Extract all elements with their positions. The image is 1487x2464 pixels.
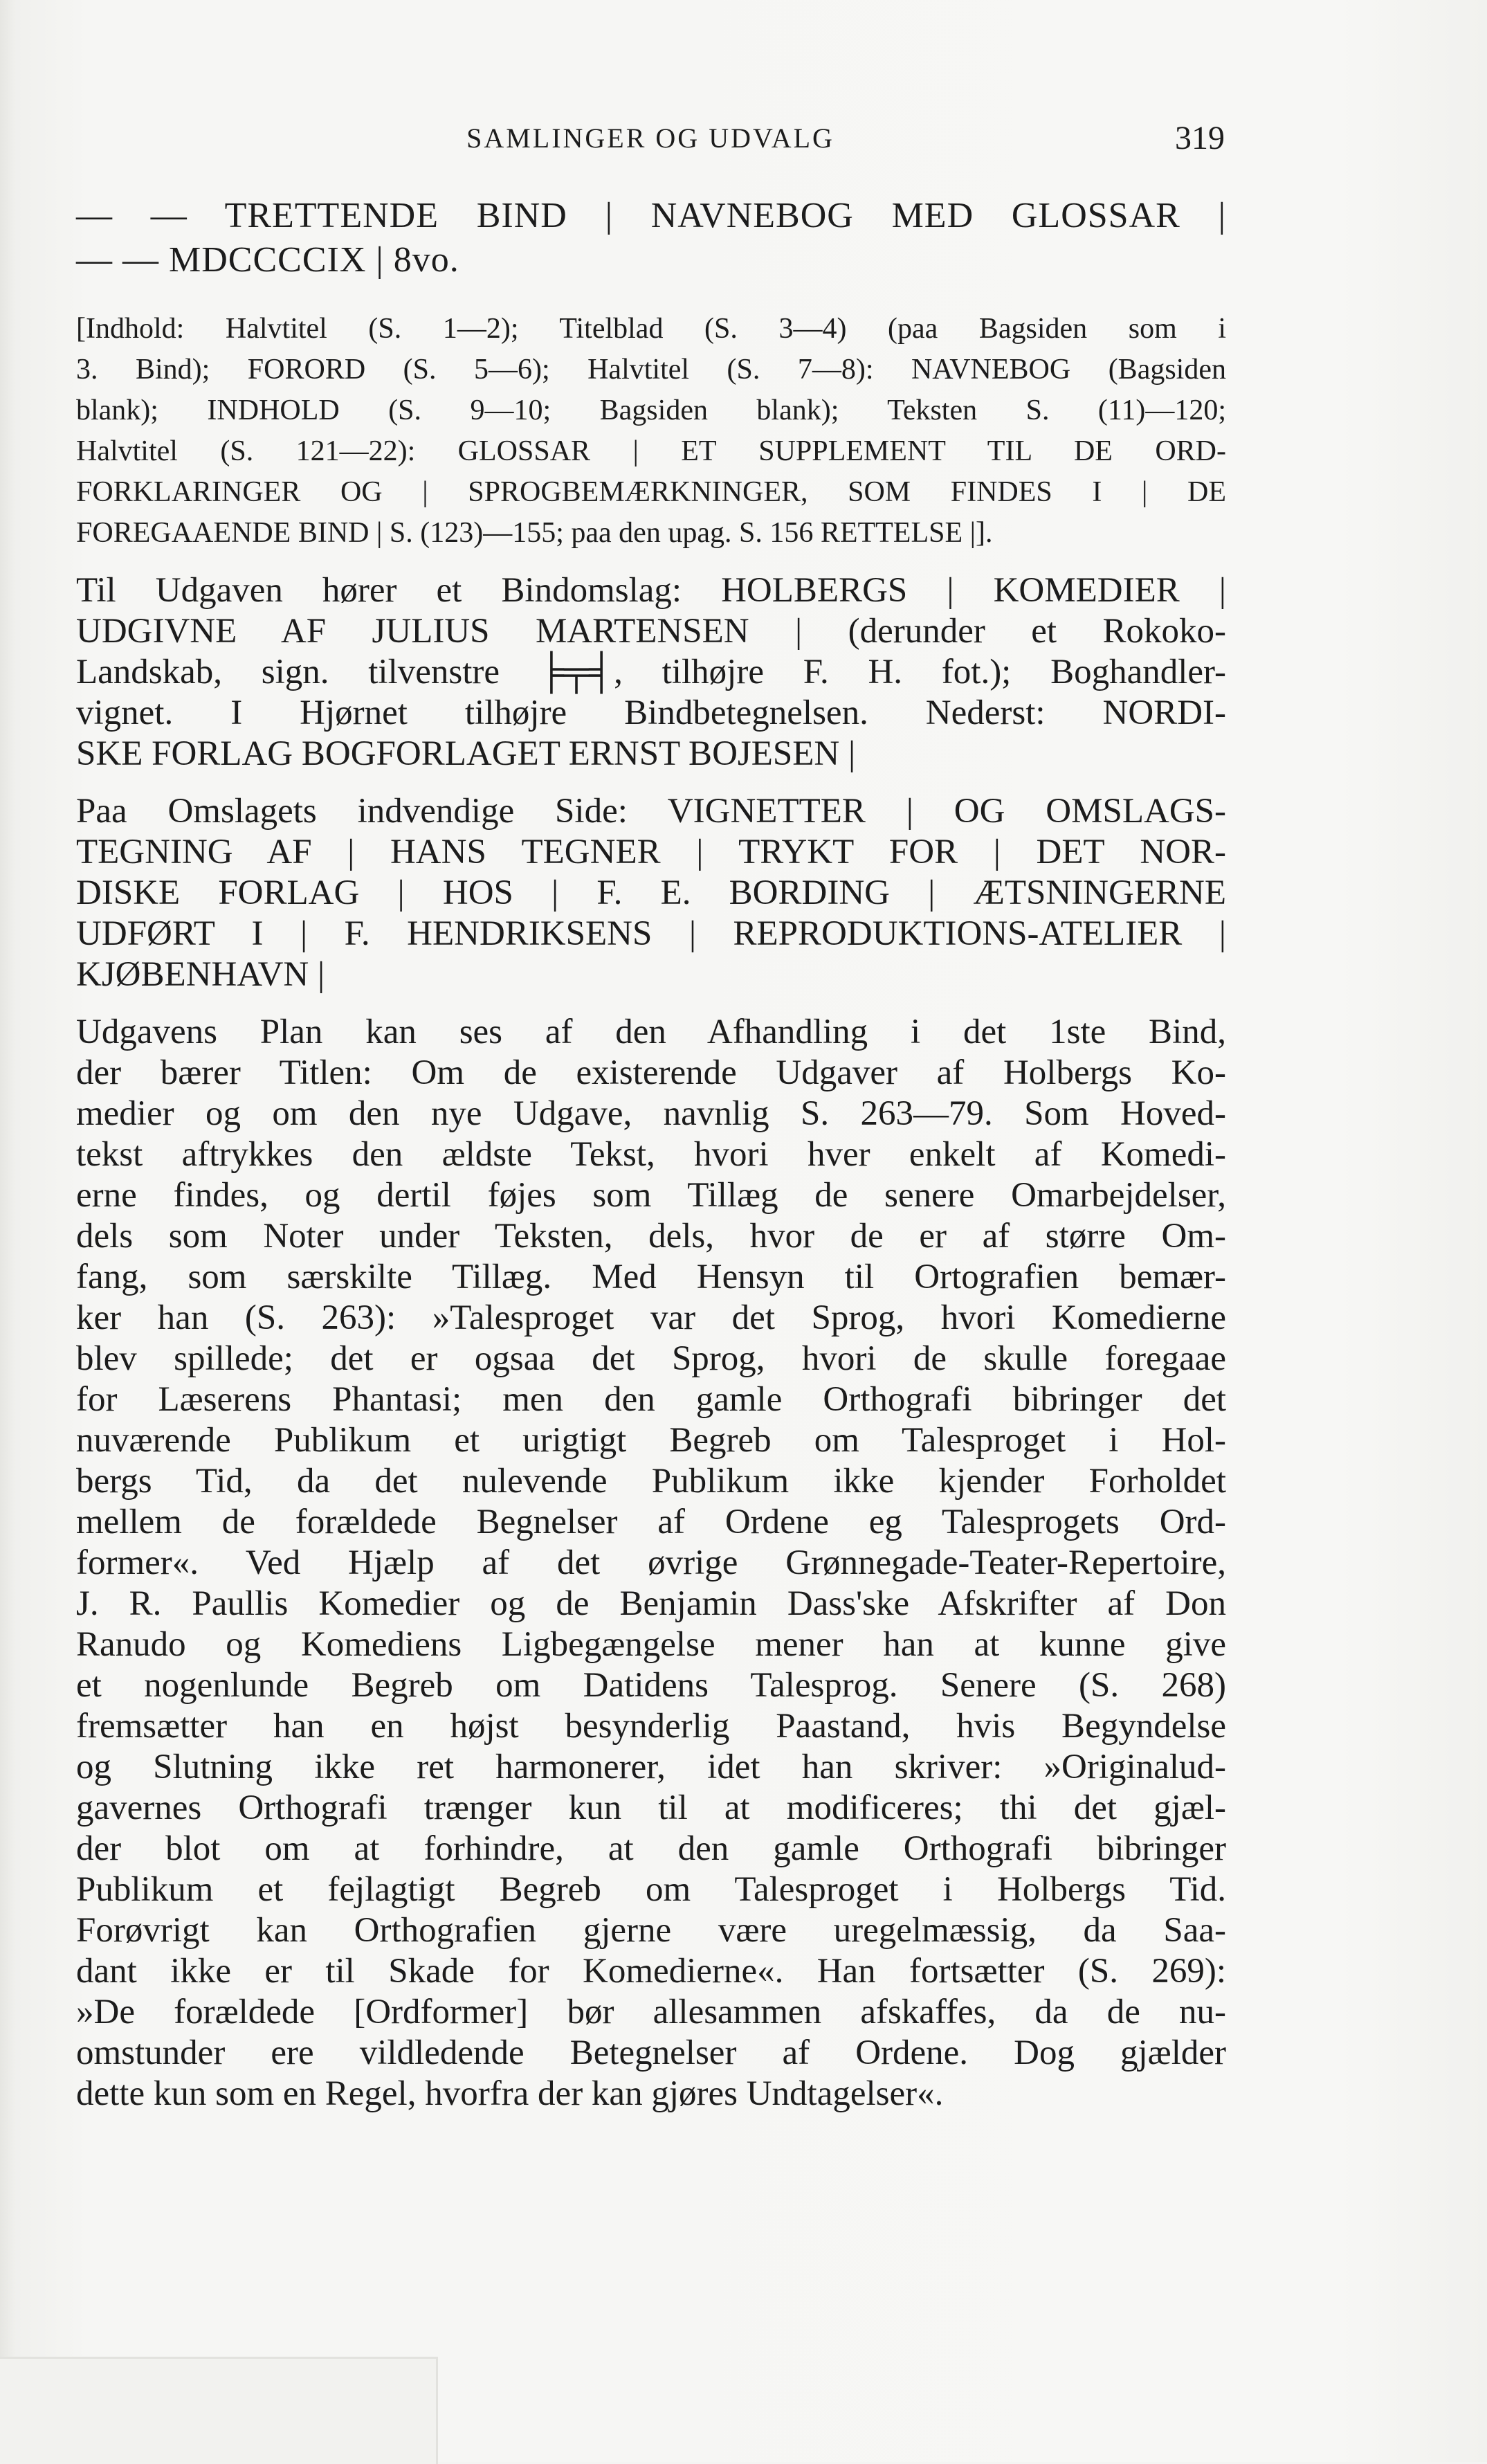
plan-line: nuværende Publikum et urigtigt Begreb om Talesproget i Hol- <box>76 1421 1226 1460</box>
plan-line: fang, som særskilte Tillæg. Med Hensyn til Ortografien bemær- <box>76 1258 1226 1296</box>
running-head <box>76 116 1225 165</box>
plan-line: medier og om den nye Udgave, navnlig S. 263—79. Som Hoved- <box>76 1094 1226 1133</box>
plan-line: omstunder ere vildledende Betegnelser af Ordene. Dog gjælder <box>76 2033 1226 2072</box>
plan-line: Forøvrigt kan Orthografien gjerne være uregelmæssig, da Saa- <box>76 1911 1226 1950</box>
page-number: 319 <box>1175 120 1225 156</box>
plan-line: fremsætter han en højst besynderlig Paastand, hvis Begyndelse <box>76 1707 1226 1746</box>
cover-line: UDFØRT I | F. HENDRIKSENS | REPRODUKTIONS-ATELIER | <box>76 914 1226 953</box>
text-block <box>76 194 1226 2131</box>
plan-line: der blot om at forhindre, at den gamle Orthografi bibringer <box>76 1829 1226 1868</box>
binding-paragraph <box>76 570 1226 774</box>
volume-heading <box>76 194 1226 282</box>
plan-line: »De forældede [Ordformer] bør allesammen afskaffes, da de nu- <box>76 1993 1226 2031</box>
plan-line: blev spillede; det er ogsaa det Sprog, hvori de skulle foregaae <box>76 1339 1226 1378</box>
contents-line: FOREGAAENDE BIND | S. (123)—155; paa den upag. S. 156 RETTELSE |]. <box>76 517 993 549</box>
plan-line: tekst aftrykkes den ældste Tekst, hvori hver enkelt af Komedi- <box>76 1135 1226 1174</box>
cover-line: DISKE FORLAG | HOS | F. E. BORDING | ÆTSNINGERNE <box>76 873 1226 912</box>
contents-line: FORKLARINGER OG | SPROGBEMÆRKNINGER, SOM FINDES I | DE <box>76 476 1226 508</box>
binding-line: UDGIVNE AF JULIUS MARTENSEN | (derunder et Rokoko- <box>76 612 1226 651</box>
heading-line: — — MDCCCCIX | 8vo. <box>76 240 459 280</box>
cover-line: TEGNING AF | HANS TEGNER | TRYKT FOR | DET NOR- <box>76 833 1226 871</box>
binding-line: vignet. I Hjørnet tilhøjre Bindbetegnelsen. Nederst: NORDI- <box>76 694 1226 732</box>
heading-line: — — TRETTENDE BIND | NAVNEBOG MED GLOSSAR | <box>76 196 1226 235</box>
contents-line: [Indhold: Halvtitel (S. 1—2); Titelblad (S. 3—4) (paa Bagsiden som i <box>76 313 1226 345</box>
plan-line: erne findes, og dertil føjes som Tillæg de senere Omarbejdelser, <box>76 1176 1226 1215</box>
plan-line: J. R. Paullis Komedier og de Benjamin Dass'ske Afskrifter af Don <box>76 1584 1226 1623</box>
binding-line: Til Udgaven hører et Bindomslag: HOLBERGS | KOMEDIER | <box>76 571 1226 610</box>
plan-line: mellem de forældede Begnelser af Ordene eg Talesprogets Ord- <box>76 1503 1226 1541</box>
cover-line: KJØBENHAVN | <box>76 955 325 994</box>
plan-line: ker han (S. 263): »Talesproget var det Sprog, hvori Komedierne <box>76 1298 1226 1337</box>
plan-line: dette kun som en Regel, hvorfra der kan gjøres Undtagelser«. <box>76 2074 944 2113</box>
scan-corner-patch <box>0 2357 438 2464</box>
plan-line: Ranudo og Komediens Ligbegængelse mener han at kunne give <box>76 1625 1226 1664</box>
plan-line: former«. Ved Hjælp af det øvrige Grønnegade-Teater-Repertoire, <box>76 1543 1226 1582</box>
running-title: SAMLINGER OG UDVALG <box>466 123 834 154</box>
plan-line: gavernes Orthografi trænger kun til at modificeres; thi det gjæl- <box>76 1788 1226 1827</box>
plan-line: for Læserens Phantasi; men den gamle Orthografi bibringer det <box>76 1380 1226 1419</box>
contents-line: Halvtitel (S. 121—22): GLOSSAR | ET SUPPLEMENT TIL DE ORD- <box>76 435 1226 467</box>
plan-line: Publikum et fejlagtigt Begreb om Talesproget i Holbergs Tid. <box>76 1870 1226 1909</box>
plan-line: Udgavens Plan kan ses af den Afhandling i det 1ste Bind, <box>76 1013 1226 1051</box>
plan-line: og Slutning ikke ret harmonerer, idet han skriver: »Originalud- <box>76 1748 1226 1786</box>
page-edge-shadow <box>0 0 15 2462</box>
binding-line: SKE FORLAG BOGFORLAGET ERNST BOJESEN | <box>76 734 856 773</box>
plan-line: bergs Tid, da det nulevende Publikum ikke kjender Forholdet <box>76 1462 1226 1501</box>
plan-line: dant ikke er til Skade for Komedierne«. Han fortsætter (S. 269): <box>76 1952 1226 1991</box>
binding-line: Landskab, sign. tilvenstre ╞╤╡, tilhøjre F. H. fot.); Boghandler- <box>76 653 1226 691</box>
contents-line: 3. Bind); FORORD (S. 5—6); Halvtitel (S. 7—8): NAVNEBOG (Bagsiden <box>76 354 1226 386</box>
cover-line: Paa Omslagets indvendige Side: VIGNETTER | OG OMSLAGS- <box>76 792 1226 831</box>
plan-line: dels som Noter under Teksten, dels, hvor de er af større Om- <box>76 1217 1226 1256</box>
plan-line: et nogenlunde Begreb om Datidens Talesprog. Senere (S. 268) <box>76 1666 1226 1705</box>
contents-line: blank); INDHOLD (S. 9—10; Bagsiden blank); Teksten S. (11)—120; <box>76 395 1226 426</box>
plan-paragraph <box>76 1012 1226 2114</box>
cover-paragraph <box>76 791 1226 995</box>
plan-line: der bærer Titlen: Om de existerende Udgaver af Holbergs Ko- <box>76 1053 1226 1092</box>
contents-paragraph <box>76 309 1226 554</box>
